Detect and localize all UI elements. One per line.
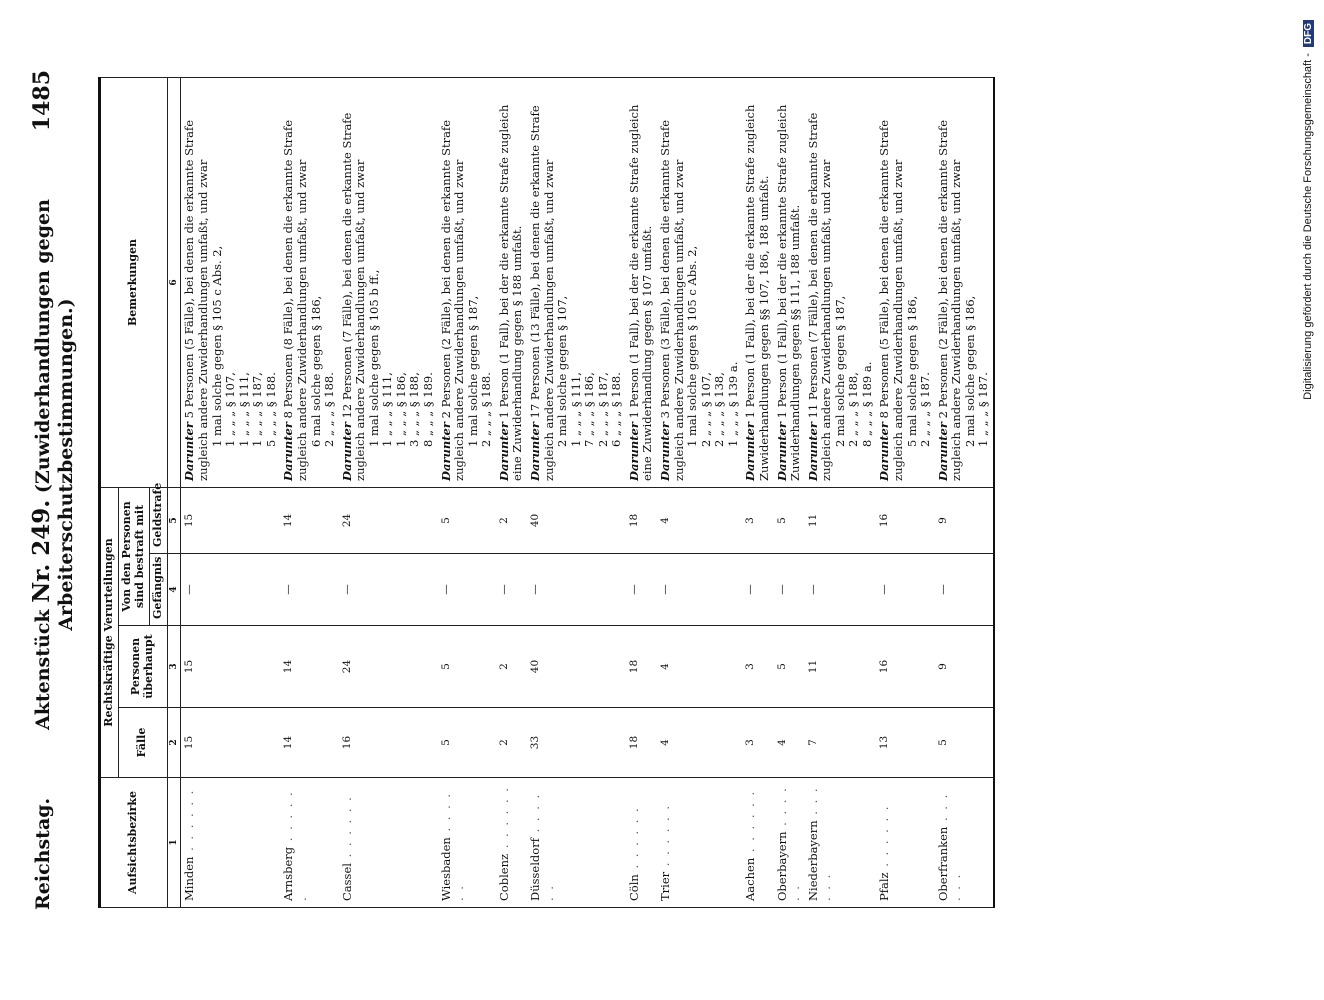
remarks-item: 1 „ „ „ § 186, bbox=[393, 372, 408, 447]
fine-cell: 18 bbox=[626, 487, 657, 553]
remarks-cell bbox=[774, 77, 805, 487]
district-cell bbox=[280, 778, 338, 908]
remarks-lead: Darunter bbox=[527, 422, 542, 481]
remarks-intro: 2 Personen (2 Fälle), bei denen die erkannte Strafe zugleich andere Zuwiderhandlungen umfaßt, und zwar bbox=[935, 119, 964, 481]
remarks-intro: 2 Personen (2 Fälle), bei denen die erkannte Strafe zugleich andere Zuwiderhandlungen umfaßt, und zwar bbox=[438, 119, 467, 481]
header-title bbox=[28, 131, 77, 798]
prison-cell: — bbox=[657, 554, 742, 626]
col-header-fine: Geldstrafe bbox=[149, 487, 167, 553]
col-header-persons: Personen überhaupt bbox=[118, 626, 167, 708]
statistics-table bbox=[98, 77, 995, 908]
col-number: 3 bbox=[167, 626, 181, 708]
cases-cell: 33 bbox=[527, 708, 626, 778]
prison-cell: — bbox=[280, 554, 338, 626]
col-header-district: Aufsichtsbezirke bbox=[100, 778, 168, 908]
persons-cell: 4 bbox=[657, 626, 742, 708]
remarks-item: 2 mal solche gegen § 186, bbox=[962, 295, 977, 447]
remarks-lead: Darunter bbox=[182, 422, 197, 481]
table-row bbox=[742, 77, 773, 907]
prison-cell: — bbox=[527, 554, 626, 626]
remarks-item: 8 „ „ „ § 189 a. bbox=[859, 361, 874, 447]
remarks-intro: 17 Personen (13 Fälle), bei denen die erkannte Strafe zugleich andere Zuwiderhandlungen umfaßt, und zwar bbox=[527, 105, 556, 481]
remarks-cell bbox=[339, 77, 438, 487]
remarks-lead: Darunter bbox=[281, 422, 296, 481]
remarks-intro: 1 Person (1 Fall), bei der die erkannte Strafe zugleich eine Zuwiderhandlung gegen § 107 umfaßt. bbox=[626, 104, 655, 481]
remarks-intro: 8 Personen (8 Fälle), bei denen die erkannte Strafe zugleich andere Zuwiderhandlungen umfaßt, und zwar bbox=[281, 119, 309, 481]
table-row bbox=[181, 77, 280, 907]
fine-cell: 16 bbox=[876, 487, 934, 553]
district-name: Arnsberg bbox=[281, 846, 296, 901]
cases-cell: 15 bbox=[181, 708, 280, 778]
col-header-remarks: Bemerkungen bbox=[100, 77, 168, 487]
table-row bbox=[280, 77, 338, 907]
remarks-item: 1 mal solche gegen § 105 b ff., bbox=[366, 269, 381, 447]
col-number: 6 bbox=[167, 77, 181, 487]
district-name: Oberfranken bbox=[935, 826, 950, 901]
fine-cell: 3 bbox=[742, 487, 773, 553]
remarks-cell bbox=[742, 77, 773, 487]
remarks-item: 2 mal solche gegen § 187, bbox=[832, 295, 847, 447]
fine-cell: 14 bbox=[280, 487, 338, 553]
remarks-lead: Darunter bbox=[774, 422, 789, 481]
leader-dots: . . . . . . bbox=[743, 789, 758, 858]
persons-cell: 9 bbox=[935, 626, 994, 708]
remarks-item: 2 „ „ „ § 188, bbox=[846, 372, 861, 447]
remarks-item: 1 „ „ „ § 111, bbox=[380, 372, 395, 447]
remarks-intro: 12 Personen (7 Fälle), bei denen die erkannte Strafe zugleich andere Zuwiderhandlungen umfaßt, und zwar bbox=[339, 112, 368, 481]
district-name: Cöln bbox=[626, 874, 641, 901]
leader-dots: . . . . . . bbox=[774, 786, 803, 901]
persons-cell: 24 bbox=[339, 626, 438, 708]
leader-dots: . . . . . . bbox=[626, 806, 641, 875]
prison-cell: — bbox=[774, 554, 805, 626]
cases-cell: 2 bbox=[496, 708, 527, 778]
district-cell bbox=[626, 778, 657, 908]
prison-cell: — bbox=[496, 554, 527, 626]
district-cell bbox=[438, 778, 496, 908]
table-body bbox=[181, 77, 994, 907]
cases-cell: 3 bbox=[742, 708, 773, 778]
cases-cell: 4 bbox=[774, 708, 805, 778]
district-name: Minden bbox=[182, 856, 197, 901]
fine-cell: 2 bbox=[496, 487, 527, 553]
col-number: 2 bbox=[167, 708, 181, 778]
district-cell bbox=[935, 778, 994, 908]
leader-dots: . . . . . . bbox=[496, 786, 511, 854]
remarks-intro: 1 Person (1 Fall), bei der die erkannte Strafe zugleich Zuwiderhandlungen gegen §§ 107, 186, 188 umfaßt. bbox=[743, 104, 771, 481]
prison-cell: — bbox=[339, 554, 438, 626]
remarks-lead: Darunter bbox=[805, 422, 820, 481]
remarks-intro: 1 Person (1 Fall), bei der die erkannte Strafe zugleich eine Zuwiderhandlung gegen § 188 umfaßt. bbox=[496, 104, 525, 481]
cases-cell: 5 bbox=[935, 708, 994, 778]
leader-dots: . . . . . . bbox=[527, 792, 556, 901]
remarks-item: 1 „ „ „ § 107, bbox=[223, 372, 238, 447]
remarks-intro: 3 Personen (3 Fälle), bei denen die erkannte Strafe zugleich andere Zuwiderhandlungen umfaßt, und zwar bbox=[658, 119, 686, 481]
remarks-item: 2 „ „ „ § 187, bbox=[595, 372, 610, 447]
district-name: Aachen bbox=[743, 857, 758, 901]
col-header-prison: Gefängnis bbox=[149, 554, 167, 626]
cases-cell: 16 bbox=[339, 708, 438, 778]
fine-cell: 11 bbox=[805, 487, 877, 553]
remarks-cell bbox=[805, 77, 877, 487]
footer-credit: Digitalisierung gefördert durch die Deutsche Forschungsgemeinschaft - bbox=[1302, 53, 1314, 400]
table-row bbox=[496, 77, 527, 907]
remarks-item: 2 mal solche gegen § 107, bbox=[555, 295, 570, 447]
persons-cell: 14 bbox=[280, 626, 338, 708]
persons-cell: 5 bbox=[774, 626, 805, 708]
fine-cell: 5 bbox=[774, 487, 805, 553]
table-row bbox=[339, 77, 438, 907]
col-header-subgroup: Von den Personen sind bestraft mit bbox=[118, 487, 149, 625]
district-name: Cassel bbox=[339, 863, 354, 901]
remarks-item: 1 mal solche gegen § 105 c Abs. 2, bbox=[209, 245, 224, 447]
remarks-item: 3 „ „ „ § 188, bbox=[407, 372, 422, 447]
district-name: Niederbayern bbox=[805, 820, 820, 901]
remarks-cell bbox=[876, 77, 934, 487]
col-header-cases: Fälle bbox=[118, 708, 167, 778]
remarks-item: 1 mal solche gegen § 105 c Abs. 2, bbox=[685, 245, 700, 447]
cases-cell: 18 bbox=[626, 708, 657, 778]
page-header bbox=[28, 70, 77, 910]
fine-cell: 15 bbox=[181, 487, 280, 553]
fine-cell: 9 bbox=[935, 487, 994, 553]
fine-cell: 5 bbox=[438, 487, 496, 553]
district-cell bbox=[876, 778, 934, 908]
persons-cell: 40 bbox=[527, 626, 626, 708]
remarks-cell bbox=[935, 77, 994, 487]
leader-dots: . . . . . . bbox=[877, 804, 892, 873]
district-cell bbox=[742, 778, 773, 908]
leader-dots: . . . . . . bbox=[805, 786, 834, 901]
remarks-item: 5 mal solche gegen § 186, bbox=[904, 295, 919, 447]
remarks-lead: Darunter bbox=[877, 422, 892, 481]
remarks-intro: 11 Personen (7 Fälle), bei denen die erkannte Strafe zugleich andere Zuwiderhandlungen umfaßt, und zwar bbox=[805, 112, 834, 481]
remarks-lead: Darunter bbox=[658, 422, 673, 481]
remarks-item: 1 „ „ „ § 187. bbox=[976, 372, 991, 447]
remarks-item: 1 „ „ „ § 111, bbox=[236, 372, 251, 447]
table-row bbox=[774, 77, 805, 907]
remarks-cell bbox=[657, 77, 742, 487]
cases-cell: 13 bbox=[876, 708, 934, 778]
fine-cell: 40 bbox=[527, 487, 626, 553]
remarks-lead: Darunter bbox=[438, 422, 453, 481]
leader-dots: . . . . . . bbox=[182, 788, 197, 857]
district-name: Oberbayern bbox=[774, 831, 789, 901]
leader-dots: . . . . . . bbox=[339, 795, 354, 864]
district-name: Coblenz bbox=[496, 853, 511, 901]
persons-cell: 5 bbox=[438, 626, 496, 708]
district-name: Düsseldorf bbox=[527, 838, 542, 901]
remarks-cell bbox=[181, 77, 280, 487]
table-row bbox=[657, 77, 742, 907]
header-title-post: (Zuwiderhandlungen gegen Arbeiterschutzbestimmungen.) bbox=[32, 199, 77, 631]
remarks-item: 2 „ „ „ § 187. bbox=[918, 372, 933, 447]
col-header-group: Rechtskräftige Verurteilungen bbox=[100, 487, 119, 777]
prison-cell: — bbox=[181, 554, 280, 626]
prison-cell: — bbox=[876, 554, 934, 626]
remarks-item: 6 „ „ „ § 188. bbox=[609, 372, 624, 447]
remarks-item: 7 „ „ „ § 186, bbox=[582, 372, 597, 447]
district-cell bbox=[339, 778, 438, 908]
remarks-cell bbox=[438, 77, 496, 487]
remarks-lead: Darunter bbox=[743, 422, 758, 481]
fine-cell: 24 bbox=[339, 487, 438, 553]
remarks-item: 2 „ „ „ § 188. bbox=[322, 372, 337, 447]
persons-cell: 11 bbox=[805, 626, 877, 708]
remarks-item: 2 „ „ „ § 188. bbox=[479, 372, 494, 447]
persons-cell: 15 bbox=[181, 626, 280, 708]
header-title-pre: Aktenstück bbox=[32, 609, 54, 731]
district-cell bbox=[657, 778, 742, 908]
remarks-intro: 1 Person (1 Fall), bei der die erkannte Strafe zugleich Zuwiderhandlungen gegen §§ 111, 188 umfaßt. bbox=[774, 104, 803, 481]
table-row bbox=[438, 77, 496, 907]
prison-cell: — bbox=[805, 554, 877, 626]
prison-cell: — bbox=[626, 554, 657, 626]
leader-dots: . . . . . . bbox=[935, 792, 964, 901]
remarks-cell bbox=[527, 77, 626, 487]
page-footer bbox=[1292, 0, 1324, 1000]
remarks-item: 8 „ „ „ § 189. bbox=[421, 372, 436, 447]
district-cell bbox=[527, 778, 626, 908]
district-cell bbox=[181, 778, 280, 908]
persons-cell: 2 bbox=[496, 626, 527, 708]
persons-cell: 3 bbox=[742, 626, 773, 708]
dfg-logo: DFG bbox=[1303, 20, 1314, 47]
district-name: Wiesbaden bbox=[438, 837, 453, 901]
remarks-item: 6 mal solche gegen § 186, bbox=[308, 295, 323, 447]
remarks-intro: 8 Personen (5 Fälle), bei denen die erkannte Strafe zugleich andere Zuwiderhandlungen umfaßt, und zwar bbox=[877, 119, 906, 481]
district-name: Pfalz bbox=[877, 872, 892, 901]
remarks-item: 2 „ „ „ § 107, bbox=[698, 372, 713, 447]
table-row bbox=[626, 77, 657, 907]
remarks-item: 5 „ „ „ § 188. bbox=[263, 372, 278, 447]
remarks-item: 2 „ „ „ § 138, bbox=[712, 372, 727, 447]
persons-cell: 16 bbox=[876, 626, 934, 708]
remarks-item: 1 mal solche gegen § 187, bbox=[465, 295, 480, 447]
remarks-cell bbox=[626, 77, 657, 487]
cases-cell: 4 bbox=[657, 708, 742, 778]
cases-cell: 5 bbox=[438, 708, 496, 778]
prison-cell: — bbox=[438, 554, 496, 626]
district-name: Trier bbox=[658, 871, 673, 901]
cases-cell: 7 bbox=[805, 708, 877, 778]
col-number: 1 bbox=[167, 778, 181, 908]
col-number: 4 bbox=[167, 554, 181, 626]
table-row bbox=[935, 77, 994, 907]
remarks-item: 1 „ „ „ § 111, bbox=[568, 372, 583, 447]
remarks-lead: Darunter bbox=[935, 422, 950, 481]
remarks-cell bbox=[496, 77, 527, 487]
page-number: 1485 bbox=[29, 70, 55, 132]
fine-cell: 4 bbox=[657, 487, 742, 553]
header-title-nr: Nr. 249. bbox=[28, 499, 55, 603]
remarks-cell bbox=[280, 77, 338, 487]
leader-dots: . . . . . . bbox=[658, 803, 673, 872]
remarks-lead: Darunter bbox=[496, 422, 511, 481]
district-cell bbox=[774, 778, 805, 908]
header-left: Reichstag. bbox=[32, 797, 54, 910]
cases-cell: 14 bbox=[280, 708, 338, 778]
prison-cell: — bbox=[742, 554, 773, 626]
table-row bbox=[876, 77, 934, 907]
district-cell bbox=[805, 778, 877, 908]
remarks-intro: 5 Personen (5 Fälle), bei denen die erkannte Strafe zugleich andere Zuwiderhandlungen umfaßt, und zwar bbox=[182, 119, 211, 481]
leader-dots: . . . . . . bbox=[438, 791, 467, 901]
table-row bbox=[805, 77, 877, 907]
persons-cell: 18 bbox=[626, 626, 657, 708]
leader-dots: . . . . . . bbox=[281, 790, 309, 901]
district-cell bbox=[496, 778, 527, 908]
prison-cell: — bbox=[935, 554, 994, 626]
remarks-item: 1 „ „ „ § 139 a. bbox=[725, 361, 740, 447]
remarks-lead: Darunter bbox=[339, 422, 354, 481]
table-row bbox=[527, 77, 626, 907]
remarks-item: 1 „ „ „ § 187, bbox=[250, 372, 265, 447]
remarks-lead: Darunter bbox=[626, 422, 641, 481]
col-number: 5 bbox=[167, 487, 181, 553]
